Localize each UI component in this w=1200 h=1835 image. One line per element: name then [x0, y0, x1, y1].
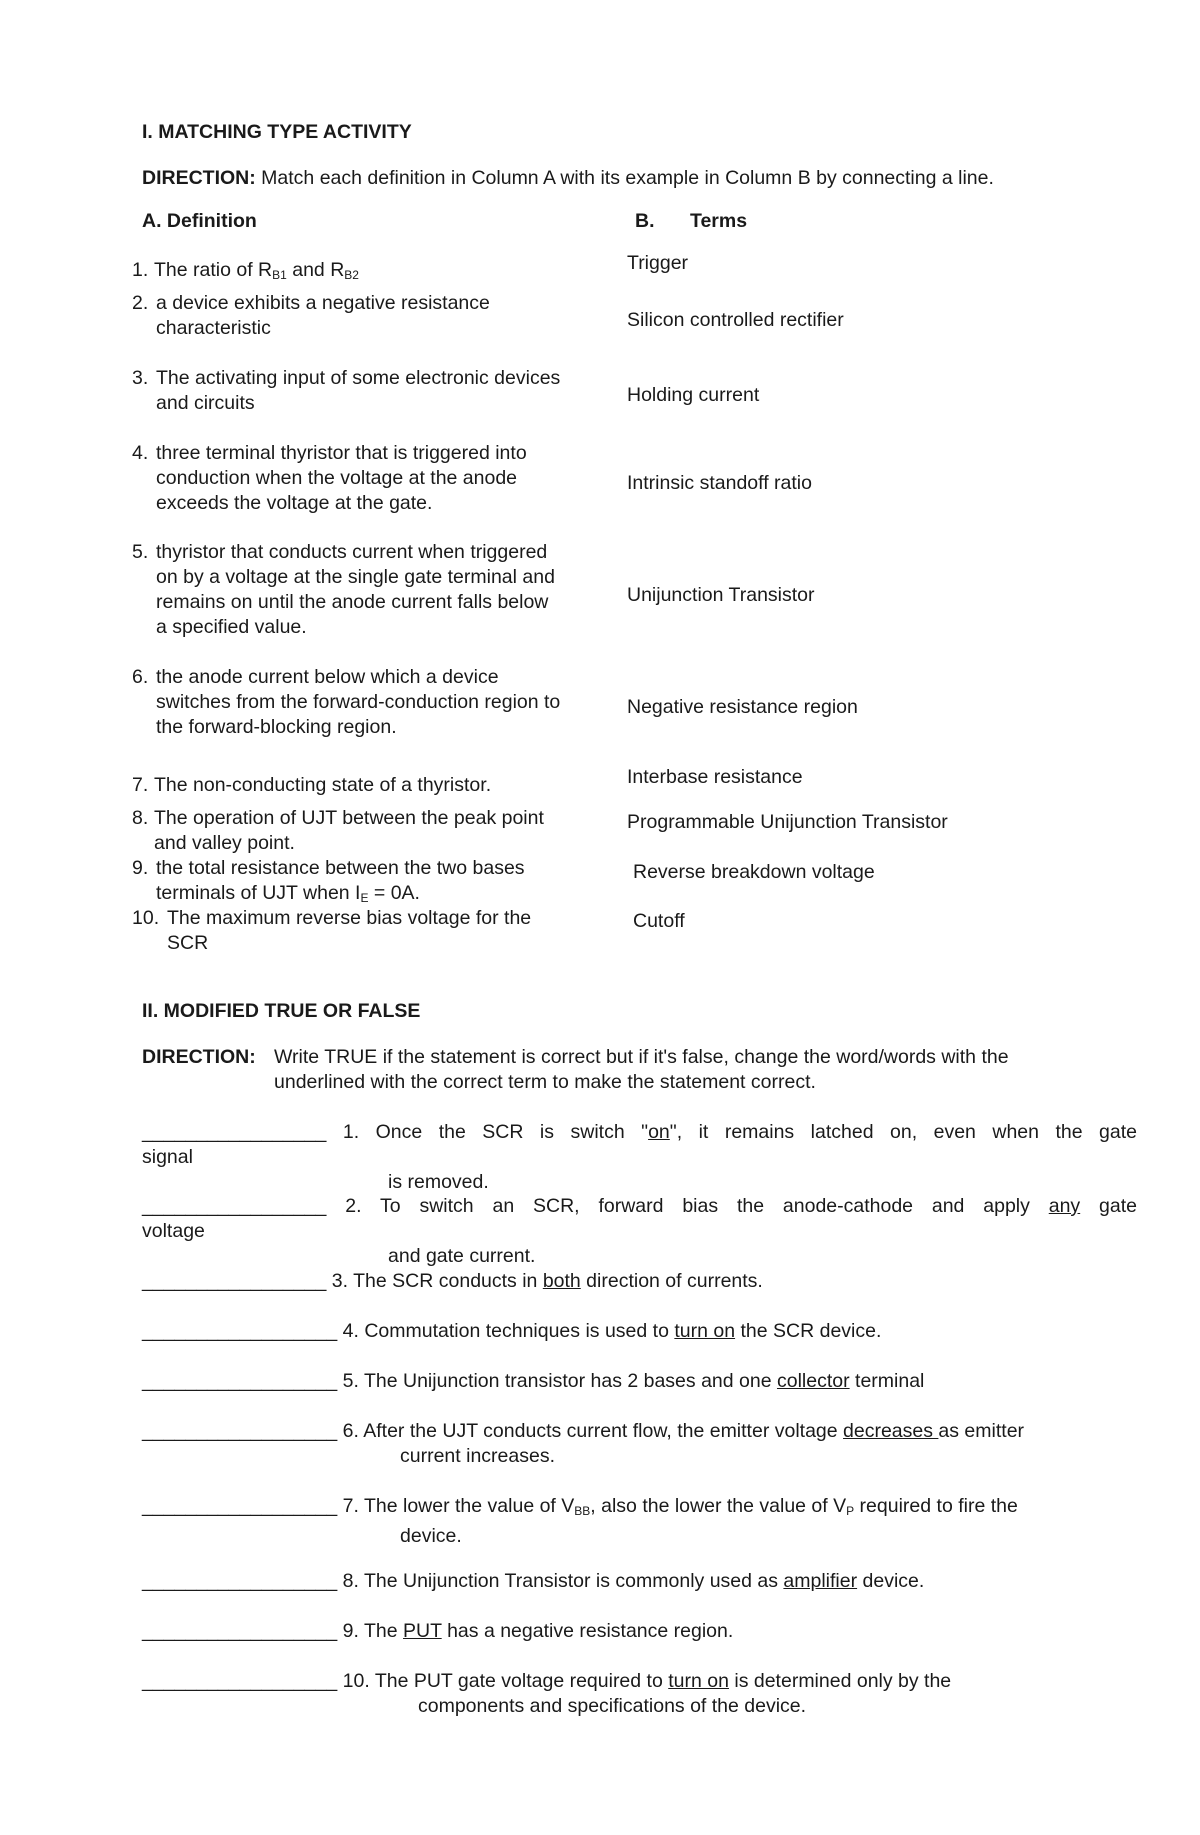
answer-blank[interactable]: __________________ — [142, 1570, 338, 1592]
part1-direction — [142, 166, 994, 191]
definition-item: 8. The operation of UJT between the peak point and valley point. — [132, 807, 544, 854]
term-item: Programmable Unijunction Transistor — [627, 811, 948, 833]
true-false-item: _________________ 1. Once the SCR is switch "on", it remains latched on, even when the gate signal is removed. — [142, 1121, 1137, 1193]
term-item: Trigger — [627, 252, 689, 274]
answer-blank[interactable]: __________________ — [142, 1320, 338, 1342]
answer-blank[interactable]: __________________ — [142, 1420, 338, 1442]
true-false-item: _________________ 2. To switch an SCR, forward bias the anode-cathode and apply any gate voltage and gate current. — [142, 1195, 1137, 1267]
term-item: Reverse breakdown voltage — [633, 861, 875, 883]
definition-item: 9. the total resistance between the two bases terminals of UJT when $I_E = 0A$. — [132, 857, 525, 905]
term-item: Intrinsic standoff ratio — [627, 472, 812, 494]
definition-item: 5. thyristor that conducts current when triggered on by a voltage at the single gate terminal and remains on until the anode current falls below a specified value. — [132, 541, 555, 638]
answer-blank[interactable]: _________________ — [142, 1270, 327, 1292]
answer-blank[interactable]: __________________ — [142, 1670, 338, 1692]
part1-direction-label: DIRECTION: — [142, 167, 256, 189]
true-false-item: __________________ 10. The PUT gate voltage required to turn on is determined only by the components and specifications of the device. — [142, 1670, 952, 1717]
column-b-letter: B. — [635, 210, 655, 232]
true-false-item: _________________ 3. The SCR conducts in both direction of currents. — [142, 1270, 763, 1292]
answer-blank[interactable]: __________________ — [142, 1370, 338, 1392]
term-item: Holding current — [627, 384, 760, 406]
part1-heading: I. MATCHING TYPE ACTIVITY — [142, 121, 412, 143]
term-item: Cutoff — [633, 910, 685, 932]
answer-blank[interactable]: __________________ — [142, 1495, 338, 1517]
definition-item: 1. The ratio of $R_{B1}$ and $R_{B2}$ — [132, 259, 359, 282]
part2-direction-text: Write TRUE if the statement is correct but if it's false, change the word/words with the underlined with the correct term to make the statement correct. — [274, 1046, 1009, 1093]
definition-item: 3. The activating input of some electronic devices and circuits — [132, 367, 561, 414]
true-false-item: __________________ 7. The lower the value of $V_{BB}$, also the lower the value of $V_P$ required to fire the device. — [142, 1495, 1018, 1547]
part2-direction-label: DIRECTION: — [142, 1046, 256, 1068]
part1-direction-text: Match each definition in Column A with its example in Column B by connecting a line. — [261, 167, 994, 189]
true-false-item: __________________ 6. After the UJT conducts current flow, the emitter voltage decreases as emitter current increases. — [142, 1420, 1025, 1467]
true-false-item: __________________ 8. The Unijunction Transistor is commonly used as amplifier device. — [142, 1570, 925, 1592]
term-item: Unijunction Transistor — [627, 584, 815, 606]
true-false-item: __________________ 5. The Unijunction transistor has 2 bases and one collector terminal — [142, 1370, 925, 1392]
true-false-item: __________________ 4. Commutation techniques is used to turn on the SCR device. — [142, 1320, 882, 1342]
term-item: Negative resistance region — [627, 696, 858, 718]
term-item: Silicon controlled rectifier — [627, 309, 844, 331]
column-a-heading: A. Definition — [142, 210, 257, 232]
definition-item: 4. three terminal thyristor that is triggered into conduction when the voltage at the anode exceeds the voltage at the gate. — [132, 442, 527, 514]
definition-item: 7. The non-conducting state of a thyristor. — [132, 774, 492, 796]
true-false-item: __________________ 9. The PUT has a negative resistance region. — [142, 1620, 734, 1642]
definition-item: 6. the anode current below which a device switches from the forward-conduction region to the forward-blocking region. — [132, 666, 561, 738]
answer-blank[interactable]: _________________ — [142, 1195, 327, 1217]
answer-blank[interactable]: _________________ — [142, 1121, 327, 1143]
definition-item: 10. The maximum reverse bias voltage for the SCR — [132, 907, 532, 954]
term-item: Interbase resistance — [627, 766, 803, 788]
part2-heading: II. MODIFIED TRUE OR FALSE — [142, 1000, 421, 1022]
definition-item: 2. a device exhibits a negative resistance characteristic — [132, 292, 490, 339]
column-b-heading: Terms — [690, 210, 748, 232]
answer-blank[interactable]: __________________ — [142, 1620, 338, 1642]
